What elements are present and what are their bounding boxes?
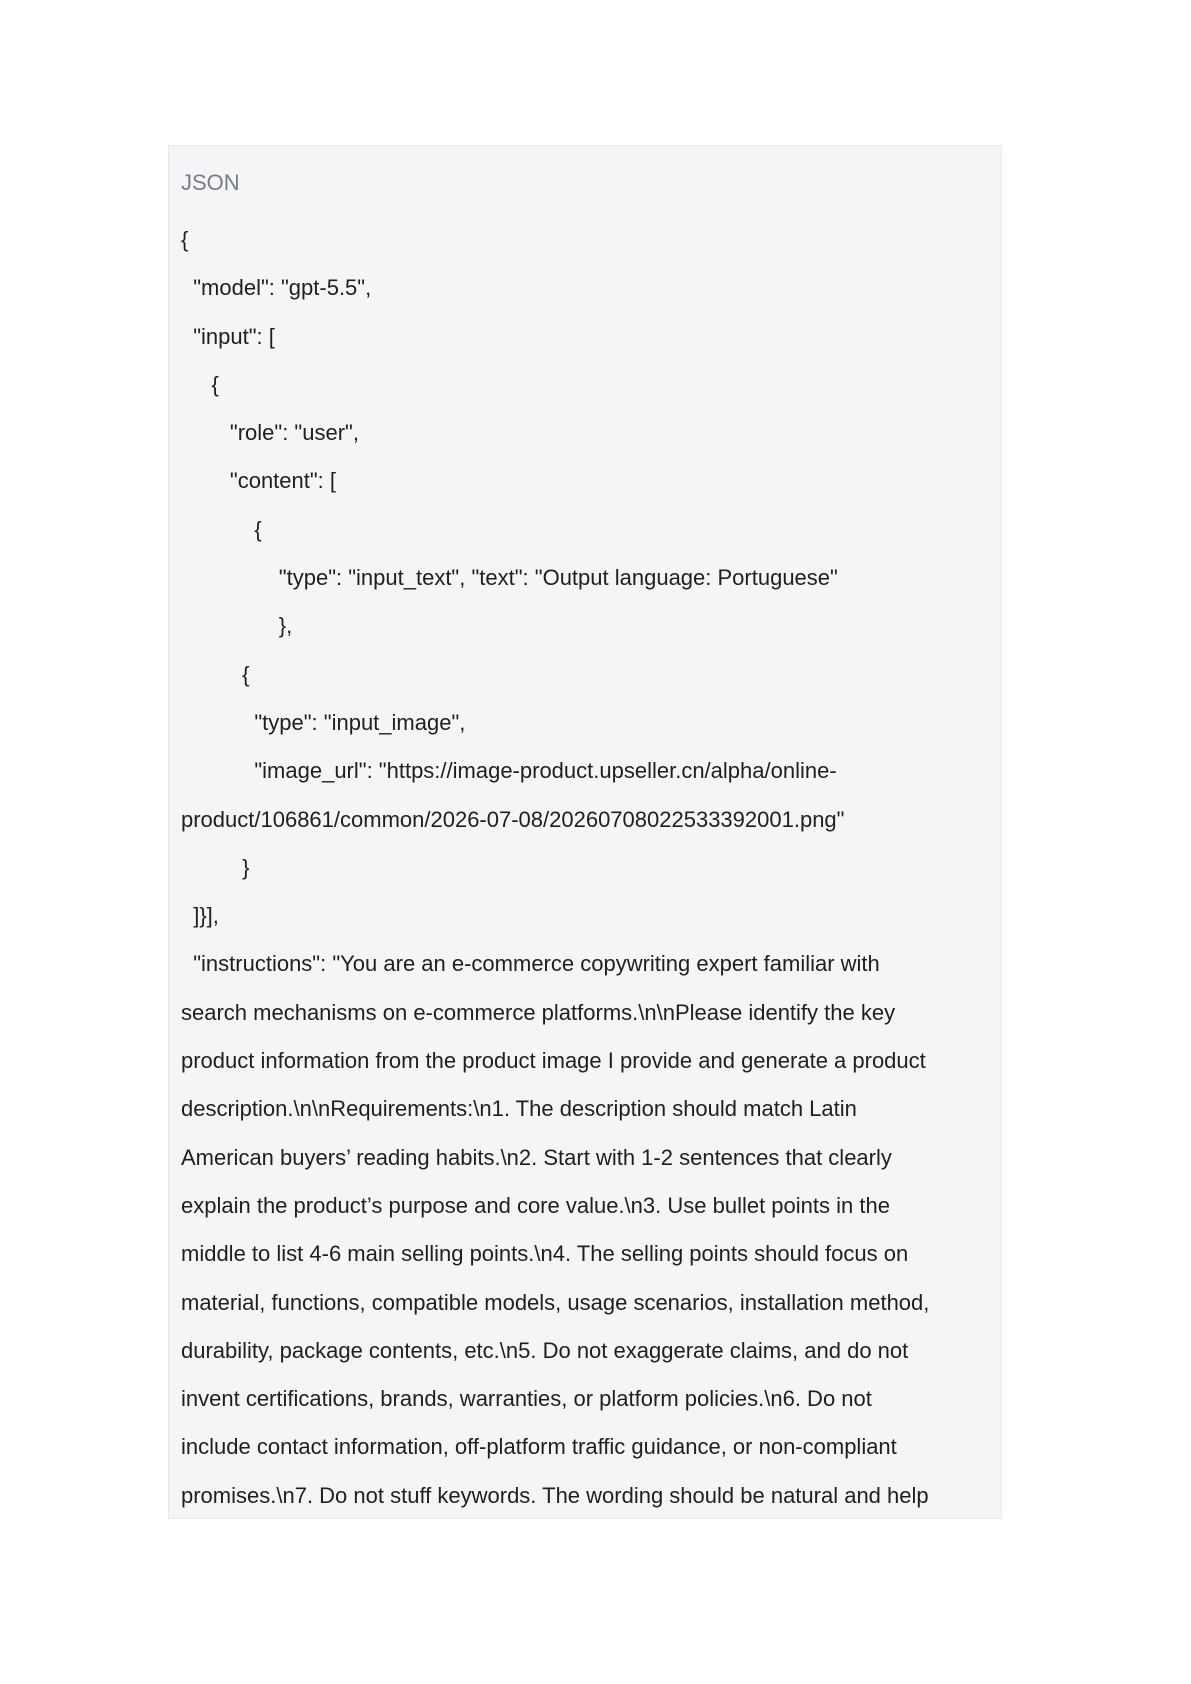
code-line: invent certifications, brands, warranties, or platform policies.\n6. Do not [181, 1386, 872, 1412]
code-line: "instructions": "You are an e-commerce copywriting expert familiar with [181, 951, 880, 977]
code-line: { [181, 516, 262, 542]
code-line: durability, package contents, etc.\n5. Do not exaggerate claims, and do not [181, 1337, 909, 1363]
code-line: "type": "input_text", "text": "Output language: Portuguese" [181, 565, 838, 591]
code-line: }, [181, 613, 293, 639]
code-line: include contact information, off-platform traffic guidance, or non-compliant [181, 1434, 897, 1460]
code-line: "content": [ [181, 468, 337, 494]
code-line: } [181, 854, 250, 880]
code-line: explain the product’s purpose and core value.\n3. Use bullet points in the [181, 1192, 890, 1218]
code-line: search mechanisms on e-commerce platforms.\n\nPlease identify the key [181, 999, 896, 1025]
code-lines [181, 216, 991, 1519]
code-line: promises.\n7. Do not stuff keywords. The wording should be natural and help [181, 1482, 929, 1508]
code-line: "image_url": "https://image-product.upseller.cn/alpha/online- [181, 758, 837, 784]
code-line: { [181, 227, 189, 252]
code-language-label: JSON [181, 170, 240, 195]
code-line: product/106861/common/2026-07-08/20260708022533392001.png" [181, 806, 845, 832]
code-line: "role": "user", [181, 420, 359, 446]
code-line: { [181, 661, 250, 687]
code-line: ]}], [181, 903, 219, 929]
code-line: middle to list 4-6 main selling points.\n4. The selling points should focus on [181, 1241, 909, 1267]
code-line: "input": [ [181, 323, 275, 349]
code-line: material, functions, compatible models, usage scenarios, installation method, [181, 1289, 930, 1315]
code-line: description.\n\nRequirements:\n1. The description should match Latin [181, 1096, 857, 1122]
code-line: product information from the product image I provide and generate a product [181, 1048, 926, 1074]
code-line: American buyers’ reading habits.\n2. Start with 1-2 sentences that clearly [181, 1144, 892, 1170]
code-line: "type": "input_image", [181, 709, 466, 735]
code-line: "model": "gpt-5.5", [181, 275, 372, 301]
code-line: { [181, 371, 219, 397]
code-block [168, 145, 1002, 1519]
